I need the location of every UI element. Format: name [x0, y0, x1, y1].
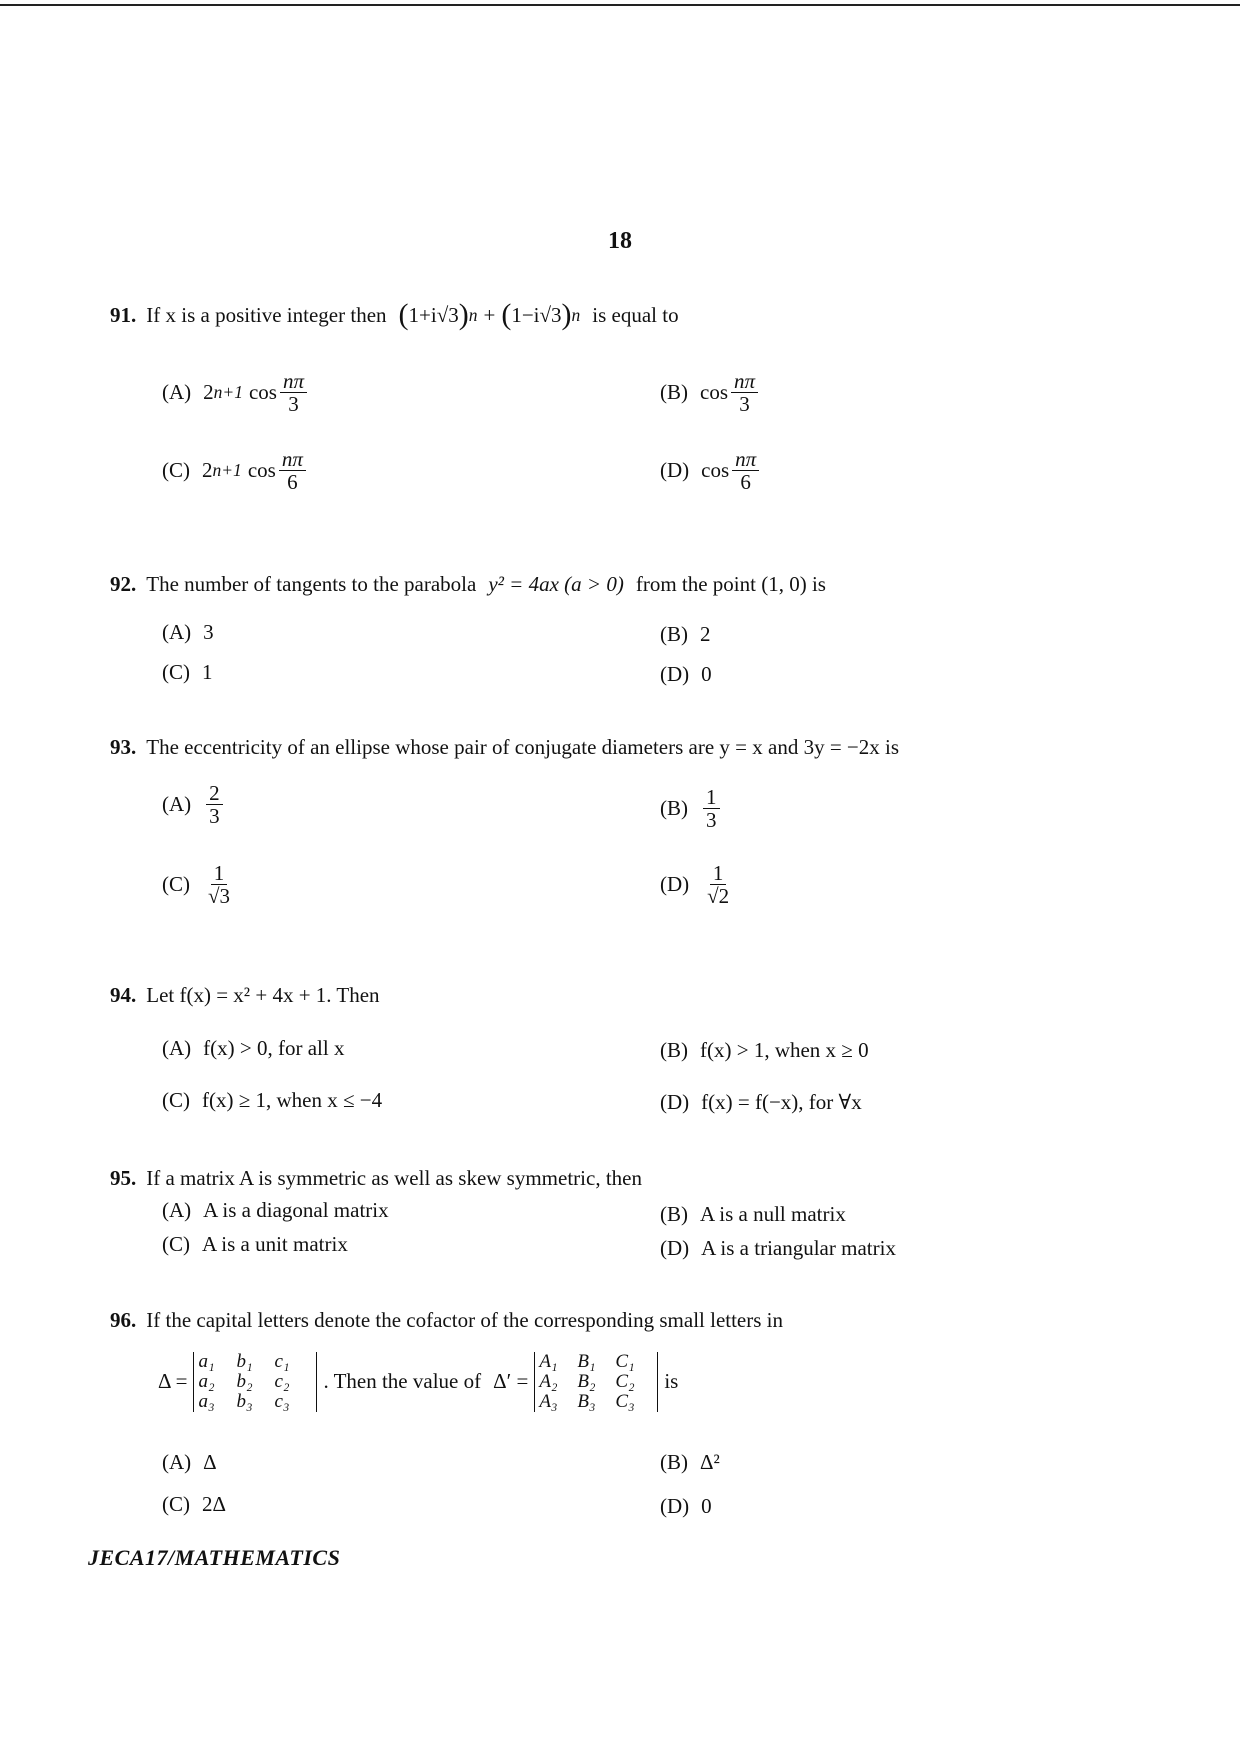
q92-option-b[interactable]: (B) 2 [660, 622, 711, 646]
page-number: 18 [608, 228, 632, 254]
footer-code: JECA17/MATHEMATICS [88, 1545, 341, 1570]
question-94 [110, 983, 1190, 1008]
question-number: 95. [110, 1166, 137, 1190]
q92-option-d[interactable]: (D) 0 [660, 662, 712, 686]
q92-option-c[interactable]: (C) 1 [162, 660, 213, 684]
q93-option-b[interactable]: (B) $\frac{1}{3}$ [660, 786, 723, 831]
q91-option-b[interactable]: (B) cos $\frac{n\pi}{3}$ [660, 370, 761, 415]
question-stem: If the capital letters denote the cofactor of the corresponding small letters in [146, 1308, 784, 1332]
q96-determinant-line: Δ = a₁ b₁ c₁ a₂ b₂ c₂ a₃ b₃ c₃ . Then the value of Δ′ = A₁ B₁ C₁ A₂ B₂ C₂ A₃ B₃ C₃ is [158, 1351, 679, 1412]
parabola-equation: y² = 4ax (a > 0) [488, 572, 624, 596]
q95-option-b[interactable]: (B) A is a null matrix [660, 1202, 846, 1226]
question-93 [110, 735, 1190, 760]
question-92 [110, 572, 1190, 597]
determinant-cofactor: A₁ B₁ C₁ A₂ B₂ C₂ A₃ B₃ C₃ [534, 1352, 658, 1412]
q94-option-a[interactable]: (A) f(x) > 0, for all x [162, 1036, 345, 1060]
q95-option-a[interactable]: (A) A is a diagonal matrix [162, 1198, 389, 1222]
fraction: $\frac{1}{√2}$ [707, 861, 730, 909]
fraction: $\frac{n\pi}{6}$ [279, 448, 306, 493]
q93-option-d[interactable]: (D) $\frac{1}{√2}$ [660, 862, 735, 907]
question-tail: is equal to [592, 302, 679, 327]
q96-option-d[interactable]: (D) 0 [660, 1494, 712, 1518]
question-stem: Let f(x) = x² + 4x + 1. Then [146, 983, 380, 1007]
fraction: $\frac{n\pi}{3}$ [731, 370, 758, 415]
question-stem: The eccentricity of an ellipse whose pair of conjugate diameters are y = x and 3y = −2x is [146, 735, 900, 759]
exponent-a: n [468, 304, 478, 325]
exponent-b: n [571, 304, 581, 325]
question-number: 93. [110, 735, 137, 759]
q93-option-a[interactable]: (A) $\frac{2}{3}$ [162, 782, 226, 827]
fraction: $\frac{n\pi}{6}$ [732, 448, 759, 493]
fraction: $\frac{n\pi}{3}$ [280, 370, 307, 415]
question-number: 96. [110, 1308, 137, 1332]
question-number: 94. [110, 983, 137, 1007]
q94-option-b[interactable]: (B) f(x) > 1, when x ≥ 0 [660, 1038, 869, 1062]
q96-option-c[interactable]: (C) 2Δ [162, 1492, 227, 1516]
fraction: $\frac{1}{3}$ [703, 786, 720, 831]
question-stem: If a matrix A is symmetric as well as skew symmetric, then [146, 1166, 642, 1190]
determinant-small: a₁ b₁ c₁ a₂ b₂ c₂ a₃ b₃ c₃ [193, 1352, 317, 1412]
question-tail: from the point (1, 0) is [635, 572, 826, 596]
q95-option-d[interactable]: (D) A is a triangular matrix [660, 1236, 896, 1260]
q92-option-a[interactable]: (A) 3 [162, 620, 214, 644]
q91-option-c[interactable]: (C) 2 n+1 cos $\frac{n\pi}{6}$ [162, 448, 309, 493]
expression-a: 1+i√3 [408, 302, 459, 327]
q96-option-b[interactable]: (B) Δ² [660, 1450, 720, 1474]
q94-option-c[interactable]: (C) f(x) ≥ 1, when x ≤ −4 [162, 1088, 383, 1112]
question-stem: If x is a positive integer then [146, 302, 387, 327]
fraction: $\frac{2}{3}$ [206, 782, 223, 827]
q91-option-a[interactable]: (A) 2 n+1 cos $\frac{n\pi}{3}$ [162, 370, 310, 415]
q95-option-c[interactable]: (C) A is a unit matrix [162, 1232, 348, 1256]
q93-option-c[interactable]: (C) $\frac{1}{√3}$ [162, 862, 236, 907]
question-number: 91. [110, 302, 137, 327]
q96-option-a[interactable]: (A) Δ [162, 1450, 217, 1474]
expression-b: 1−i√3 [511, 302, 562, 327]
q94-option-d[interactable]: (D) f(x) = f(−x), for ∀x [660, 1090, 862, 1114]
q91-option-d[interactable]: (D) cos $\frac{n\pi}{6}$ [660, 448, 762, 493]
question-96 [110, 1308, 1190, 1333]
question-number: 92. [110, 572, 137, 596]
question-stem: The number of tangents to the parabola [146, 572, 477, 596]
question-91: 91. If x is a positive integer then ( 1+i√3 ) n + ( 1−i√3 ) n is equal to [110, 298, 679, 331]
fraction: $\frac{1}{√3}$ [208, 861, 231, 909]
top-border-line [0, 4, 1240, 6]
question-95 [110, 1166, 1190, 1191]
